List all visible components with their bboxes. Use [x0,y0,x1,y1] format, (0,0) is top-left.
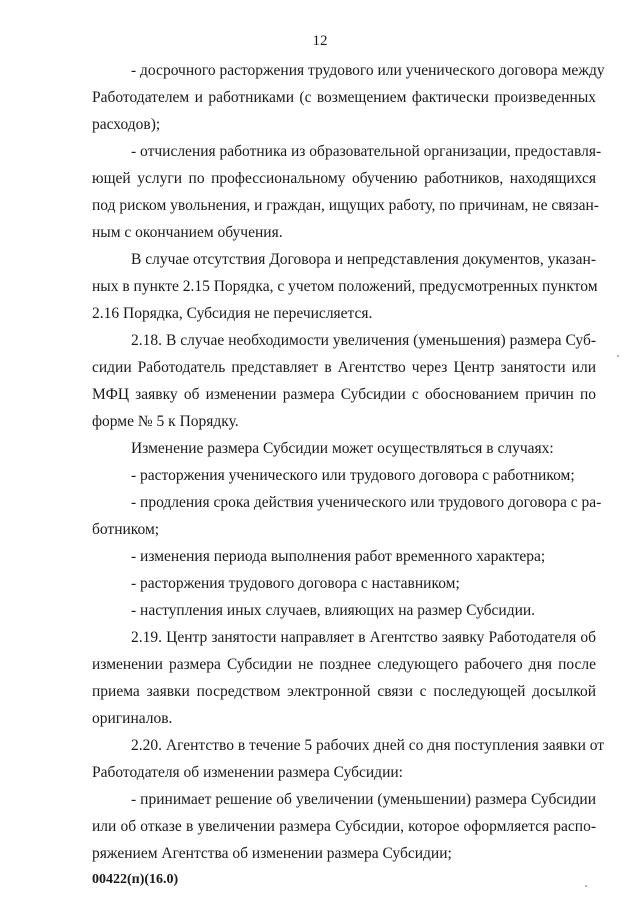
text-line: форме № 5 к Порядку. [92,413,239,430]
text-line: - расторжения трудового договора с наставником; [131,575,460,592]
text-line: 2.18. В случае необходимости увеличения (уменьшения) размера Суб- [131,332,596,349]
text-line: - расторжения ученического или трудового договора с работником; [131,467,575,484]
scan-speck [585,885,587,887]
page-number: 12 [312,33,328,49]
text-line: ных в пункте 2.15 Порядка, с учетом положений, предусмотренных пунктом [92,278,598,295]
text-line: под риском увольнения, и граждан, ищущих работу, по причинам, не связан- [92,197,599,214]
text-line: приема заявки посредством электронной связи с последующей досылкой [92,683,596,700]
text-line: 2.20. Агентство в течение 5 рабочих дней со дня поступления заявки от [131,737,605,754]
text-line: ботником; [92,521,160,538]
text-line: 2.16 Порядка, Субсидия не перечисляется. [92,305,373,322]
text-line: или об отказе в увеличении размера Субсидии, которое оформляется распо- [92,818,596,835]
text-line: - досрочного расторжения трудового или ученического договора между [131,62,605,79]
text-line: - наступления иных случаев, влияющих на размер Субсидии. [131,602,536,619]
scan-speck [617,355,619,357]
text-line: ряжением Агентства об изменении размера Субсидии; [92,845,452,862]
text-line: оригиналов. [92,710,173,727]
text-line: ным с окончанием обучения. [92,224,283,241]
text-line: расходов); [92,116,161,133]
text-line: изменении размера Субсидии не позднее следующего рабочего дня после [92,656,596,673]
text-line: 2.19. Центр занятости направляет в Агентство заявку Работодателя об [131,629,596,646]
text-line: МФЦ заявку об изменении размера Субсидии с обоснованием причин по [92,386,596,403]
text-line: - отчисления работника из образовательной организации, предоставля- [131,143,602,160]
text-line: Работодателя об изменении размера Субсидии: [92,764,403,781]
text-line: сидии Работодатель представляет в Агентство через Центр занятости или [92,359,596,376]
text-line: - продления срока действия ученического или трудового договора с ра- [131,494,602,511]
document-code: 00422(п)(16.0) [92,872,179,887]
text-line: ющей услуги по профессиональному обучению работников, находящихся [92,170,596,187]
text-line: Изменение размера Субсидии может осуществляться в случаях: [131,440,554,457]
text-line: В случае отсутствия Договора и непредставления документов, указан- [131,251,596,268]
text-line: - принимает решение об увеличении (уменьшении) размера Субсидии [131,791,596,808]
text-line: Работодателем и работниками (с возмещением фактически произведенных [92,89,596,106]
text-line: - изменения периода выполнения работ временного характера; [131,548,546,565]
